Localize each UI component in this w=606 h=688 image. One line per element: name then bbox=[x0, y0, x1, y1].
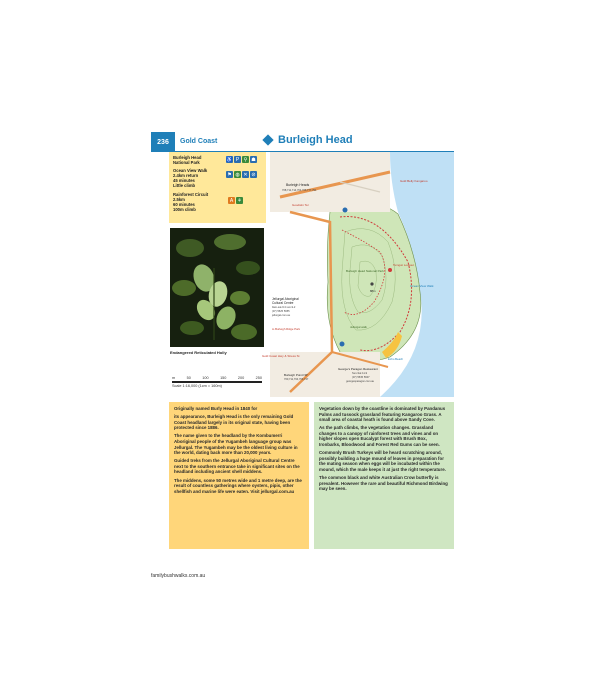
walk1-time: 45 minutes bbox=[173, 178, 195, 184]
map-label: Echo Beach bbox=[388, 357, 404, 361]
park-name-line1: Burleigh Head bbox=[173, 155, 202, 160]
nature-para: Commonly Brush Turkeys will be heard scratching around, possibly building a huge mound of leaves in preparation for the mating season when eggs will be incubated within the mound, which the male keeps it at just the right temperature. bbox=[319, 450, 446, 472]
scale-ticks bbox=[172, 376, 262, 380]
history-para: Guided treks from the Jellurgal Aboriginal Cultural Centre next to the southern entrance take in significant sites on the headland including ancient shell middens. bbox=[174, 458, 300, 475]
walk2-icons bbox=[228, 197, 243, 204]
walker-icon: ⚑ bbox=[227, 171, 232, 178]
diamond-icon bbox=[262, 134, 273, 145]
map-label: 88m bbox=[370, 289, 376, 293]
photo-caption: Endangered Reticulated Holly bbox=[170, 350, 227, 355]
map-label: Burleigh Point NP bbox=[284, 373, 308, 377]
map-label: georgesparagon.com.au bbox=[346, 380, 375, 383]
map-label: Jellurgal Aboriginal bbox=[272, 297, 299, 301]
nature-para: The common black and white Australian Crow butterfly is prevalent. However the rare and beautiful Richmond Birdwing may be seen. bbox=[319, 475, 448, 492]
summit-marker bbox=[370, 282, 373, 285]
map-label: 700,711,764,766,747 bbox=[284, 378, 309, 381]
scale-tick: 50 bbox=[186, 376, 191, 380]
nature-column bbox=[314, 402, 454, 549]
scale-tick: 100 bbox=[202, 376, 209, 380]
map-label: Sun-Sat 11-9 bbox=[352, 372, 368, 375]
map-label: Burleigh Head National Park bbox=[346, 269, 384, 273]
parking-marker bbox=[343, 208, 348, 213]
walk2-name: Rainforest Circuit bbox=[173, 191, 209, 197]
page-title: Burleigh Head bbox=[278, 134, 353, 146]
map-label: George's Paragon Restaurant bbox=[338, 367, 378, 371]
map-label: Gold Belly Kangaroo bbox=[400, 179, 428, 183]
map-label: Jellurgal walk bbox=[350, 325, 367, 329]
map-label: 708,711,714,764,766,777,791 bbox=[282, 189, 317, 192]
town-area bbox=[270, 152, 390, 212]
toilet-icon: ⚲ bbox=[243, 156, 248, 163]
walk2-climb: 100m climb bbox=[173, 206, 196, 212]
hiker-icon: ⚘ bbox=[237, 197, 242, 204]
page-title-wrap bbox=[264, 134, 353, 146]
history-para: Originally named Burly Head in 1840 for bbox=[174, 406, 258, 411]
map-label: to Burleigh Ridge Park bbox=[272, 327, 300, 331]
lookout-marker bbox=[388, 268, 392, 272]
grade-a-icon: A bbox=[229, 197, 234, 204]
nature-para: Vegetation down by the coastline is dominated by Pandanus Palms and tussock grassland featuring Kangaroo Grass. A small area of coastal heath is found above Sandy Cove. bbox=[319, 406, 446, 423]
dog-icon: ✕ bbox=[243, 171, 248, 178]
park-name-line2: National Park bbox=[173, 160, 200, 166]
parking-marker bbox=[340, 342, 345, 347]
holly-image bbox=[170, 228, 264, 347]
map-label: Goodwin Ter bbox=[292, 203, 309, 207]
walk1-distance: 2.4km return bbox=[173, 173, 199, 179]
scale-tick: 150 bbox=[220, 376, 227, 380]
walk1-climb: Little climb bbox=[173, 183, 196, 189]
history-column bbox=[169, 402, 309, 549]
walk2-time: 60 minutes bbox=[173, 201, 195, 207]
walk2-distance: 2.5km bbox=[173, 196, 185, 202]
wheelchair-icon: ♿ bbox=[226, 156, 233, 163]
pram-icon: ◍ bbox=[235, 171, 240, 178]
history-para: The name given to the headland by the Kombumerri Aboriginal people of the Yugambeh language group was Jellurgal. The Yugambeh may be the oldest living culture in the world, dating back more than 20,000 years. bbox=[174, 433, 298, 456]
bbq-icon: ☗ bbox=[251, 156, 256, 163]
map-label: Ocean View Walk bbox=[410, 284, 434, 288]
map-label: Gold Coast Hwy & Stress St bbox=[262, 354, 300, 358]
map-label: Burleigh Heads bbox=[286, 183, 310, 187]
history-para: its appearance, Burleigh Head is the only remaining Gold Coast headland largely in its original state, having been protected since 1886. bbox=[174, 414, 294, 431]
park-icons bbox=[226, 156, 257, 163]
footer-website: familybushwalks.com.au bbox=[151, 573, 206, 579]
scale-bar bbox=[172, 381, 262, 383]
scale-label: Scale 1:16,000 (1cm = 160m) bbox=[172, 384, 222, 388]
nature-para: As the path climbs, the vegetation changes. Grassland changes to a canopy of rainforest trees and vines and on higher slopes open Eucalypt forest with Brush Box, Ironbarks, Bloodwood and Forest Red Gums can be seen. bbox=[319, 425, 440, 448]
parking-icon: P bbox=[235, 156, 240, 163]
map-label: 9am-sat-9:4 sun-9-2 bbox=[272, 306, 296, 309]
page-number: 236 bbox=[151, 132, 175, 152]
scale-tick: 250 bbox=[255, 376, 262, 380]
trail-map bbox=[262, 152, 454, 397]
map-label: Tumgun Lookout bbox=[393, 263, 414, 267]
walk1-name: Ocean View Walk bbox=[173, 168, 208, 174]
scale-tick: 200 bbox=[237, 376, 245, 380]
holly-photo bbox=[170, 228, 264, 347]
scale-tick: m bbox=[172, 376, 176, 380]
map-label: (07) 5535 5607 bbox=[352, 376, 370, 379]
map-scale bbox=[172, 376, 262, 388]
map-label: (07) 5525 5955 bbox=[272, 310, 290, 313]
walk1-icons bbox=[226, 171, 257, 178]
bike-icon: ⊘ bbox=[251, 171, 256, 178]
map-label: jellurgal.com.au bbox=[272, 314, 291, 317]
map-label: Cultural Centre bbox=[272, 301, 294, 305]
history-para: The middens, some 50 metres wide and 1 metre deep, are the result of countless gatherings where oysters, pipis, other shellfish and marine life were eaten. Visit jellurgal.com.au bbox=[174, 477, 302, 494]
section-label: Gold Coast bbox=[180, 138, 218, 145]
